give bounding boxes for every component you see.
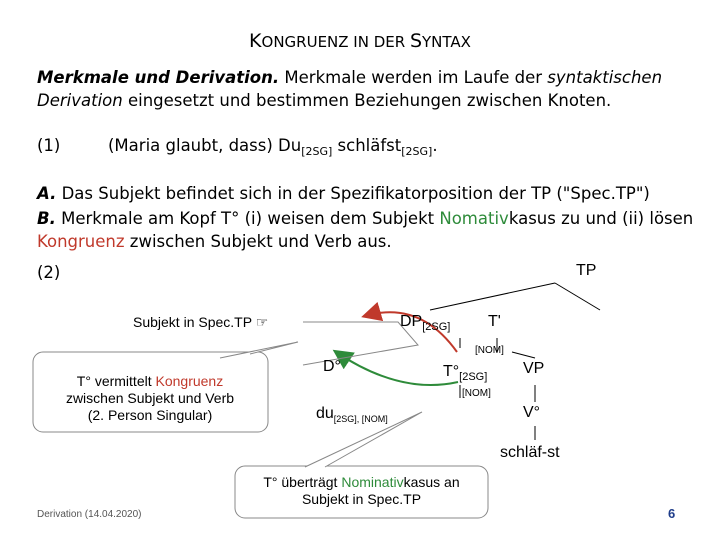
- intro-paragraph: Merkmale und Derivation. Merkmale werden im Laufe der syntaktischen Derivation eingesetzt und bestimmen Beziehungen zwischen Knoten.: [37, 68, 663, 110]
- branch-tp-tbar: [555, 283, 600, 310]
- node-d: D°: [323, 358, 341, 375]
- callout-kongruenz-text: T° vermittelt Kongruenz zwischen Subjekt und Verb (2. Person Singular): [65, 373, 235, 423]
- slide-title: KONGRUENZ IN DER SYNTAX: [249, 30, 471, 52]
- point-b: B. Merkmale am Kopf T° (i) weisen dem Subjekt Nomativkasus zu und (ii) lösen Kongruenz zwischen Subjekt und Verb aus.: [37, 209, 694, 251]
- example-2-number: (2): [37, 263, 61, 282]
- callout-nominativ-text: T° überträgt Nominativkasus an Subjekt in Spec.TP: [263, 474, 460, 507]
- node-t: $T^\circ_{[2SG]}$: [443, 363, 488, 383]
- node-nom-top: [NOM]: [475, 345, 504, 356]
- branch-tbar-vp: [512, 352, 535, 358]
- example-1-sentence: (Maria glaubt, dass) $Du_{[2SG]}$ schläfst$_{[2SG]}$.: [108, 136, 438, 158]
- point-a: A. Das Subjekt befindet sich in der Spezifikatorposition der TP ("Spec.TP"): [37, 184, 650, 203]
- node-du: $du_{[2SG], [NOM]}$: [316, 405, 388, 424]
- example-1-number: (1): [37, 136, 61, 155]
- page-number: 6: [668, 506, 676, 521]
- footer-source: Derivation (14.04.2020): [37, 509, 142, 520]
- branch-tp-dp: [430, 283, 555, 310]
- callout-spec-text: Subjekt in Spec.TP ☞: [133, 314, 269, 330]
- node-v: V°: [523, 404, 541, 421]
- node-nom-bottom: [NOM]: [462, 388, 491, 399]
- node-verb: schläf-st: [500, 444, 560, 461]
- node-vp: VP: [523, 360, 545, 377]
- nominativ-arrow: [336, 352, 458, 385]
- node-tbar: T': [488, 313, 501, 330]
- node-tp: TP: [576, 262, 597, 279]
- node-dp: $DP_{[2SG]}$: [400, 313, 451, 333]
